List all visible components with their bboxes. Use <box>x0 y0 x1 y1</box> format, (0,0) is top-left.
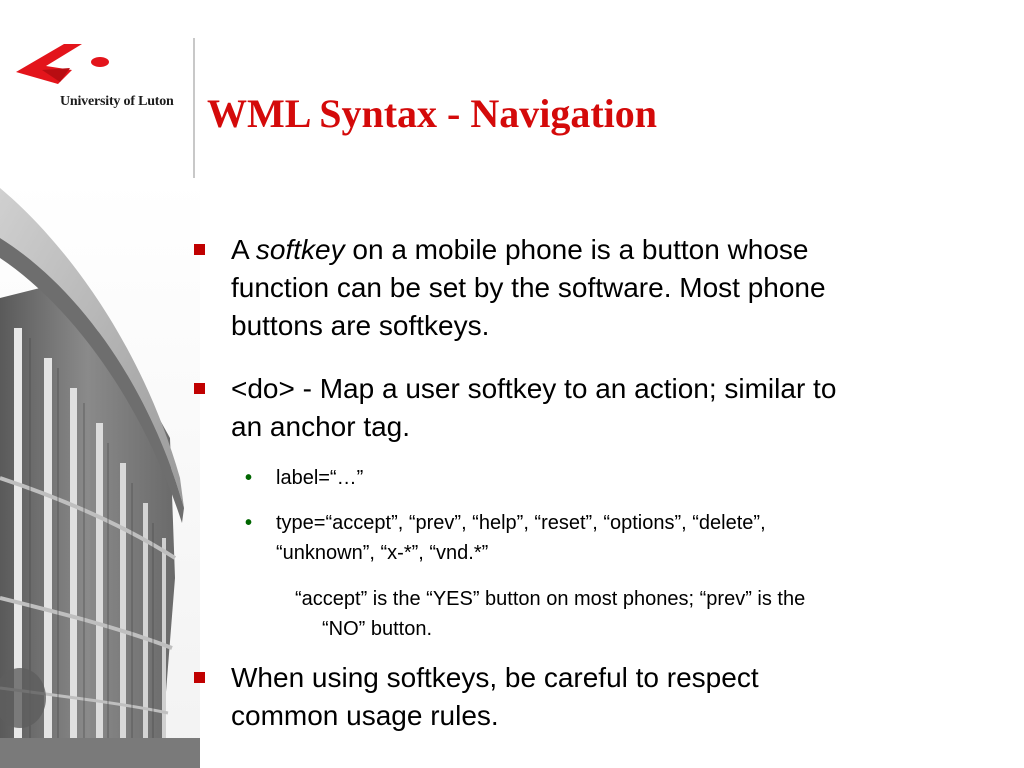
bullet-softkey <box>231 231 991 345</box>
bullet-label-text: label=“…” <box>276 467 364 489</box>
bullet-type-line1: type=“accept”, “prev”, “help”, “reset”, “options”, “delete”, <box>276 512 766 534</box>
bullet-type-line2: “unknown”, “x-*”, “vnd.*” <box>276 542 489 564</box>
bullet-usage <box>231 659 991 735</box>
bullet-usage-line2: common usage rules. <box>231 700 499 731</box>
bullet-usage-line1: When using softkeys, be careful to respect <box>231 662 759 693</box>
bullet-softkey-line1-rest: on a mobile phone is a button whose <box>352 234 809 265</box>
bullet-type <box>245 508 976 568</box>
note-line1: “accept” is the “YES” button on most phones; “prev” is the <box>295 588 806 610</box>
note-accept-prev <box>295 584 975 644</box>
slide-title: WML Syntax - Navigation <box>207 91 658 136</box>
bullet-softkey-prefix: A <box>231 234 249 265</box>
bullet-do <box>231 370 991 446</box>
bullet-do-line1: <do> - Map a user softkey to an action; similar to <box>231 373 837 404</box>
square-bullet-icon <box>194 672 205 683</box>
bullet-do-line2: an anchor tag. <box>231 411 411 442</box>
dot-bullet-icon: • <box>245 467 253 489</box>
square-bullet-icon <box>194 383 205 394</box>
note-line2: “NO” button. <box>322 618 433 640</box>
bullet-label <box>245 463 976 493</box>
university-name: University of Luton <box>60 94 174 109</box>
square-bullet-icon <box>194 244 205 255</box>
dot-bullet-icon: • <box>245 512 253 534</box>
bullet-softkey-line2: function can be set by the software. Most phone <box>231 272 826 303</box>
bullet-softkey-emphasis: softkey <box>255 234 345 265</box>
bullet-softkey-line3: buttons are softkeys. <box>231 310 490 341</box>
